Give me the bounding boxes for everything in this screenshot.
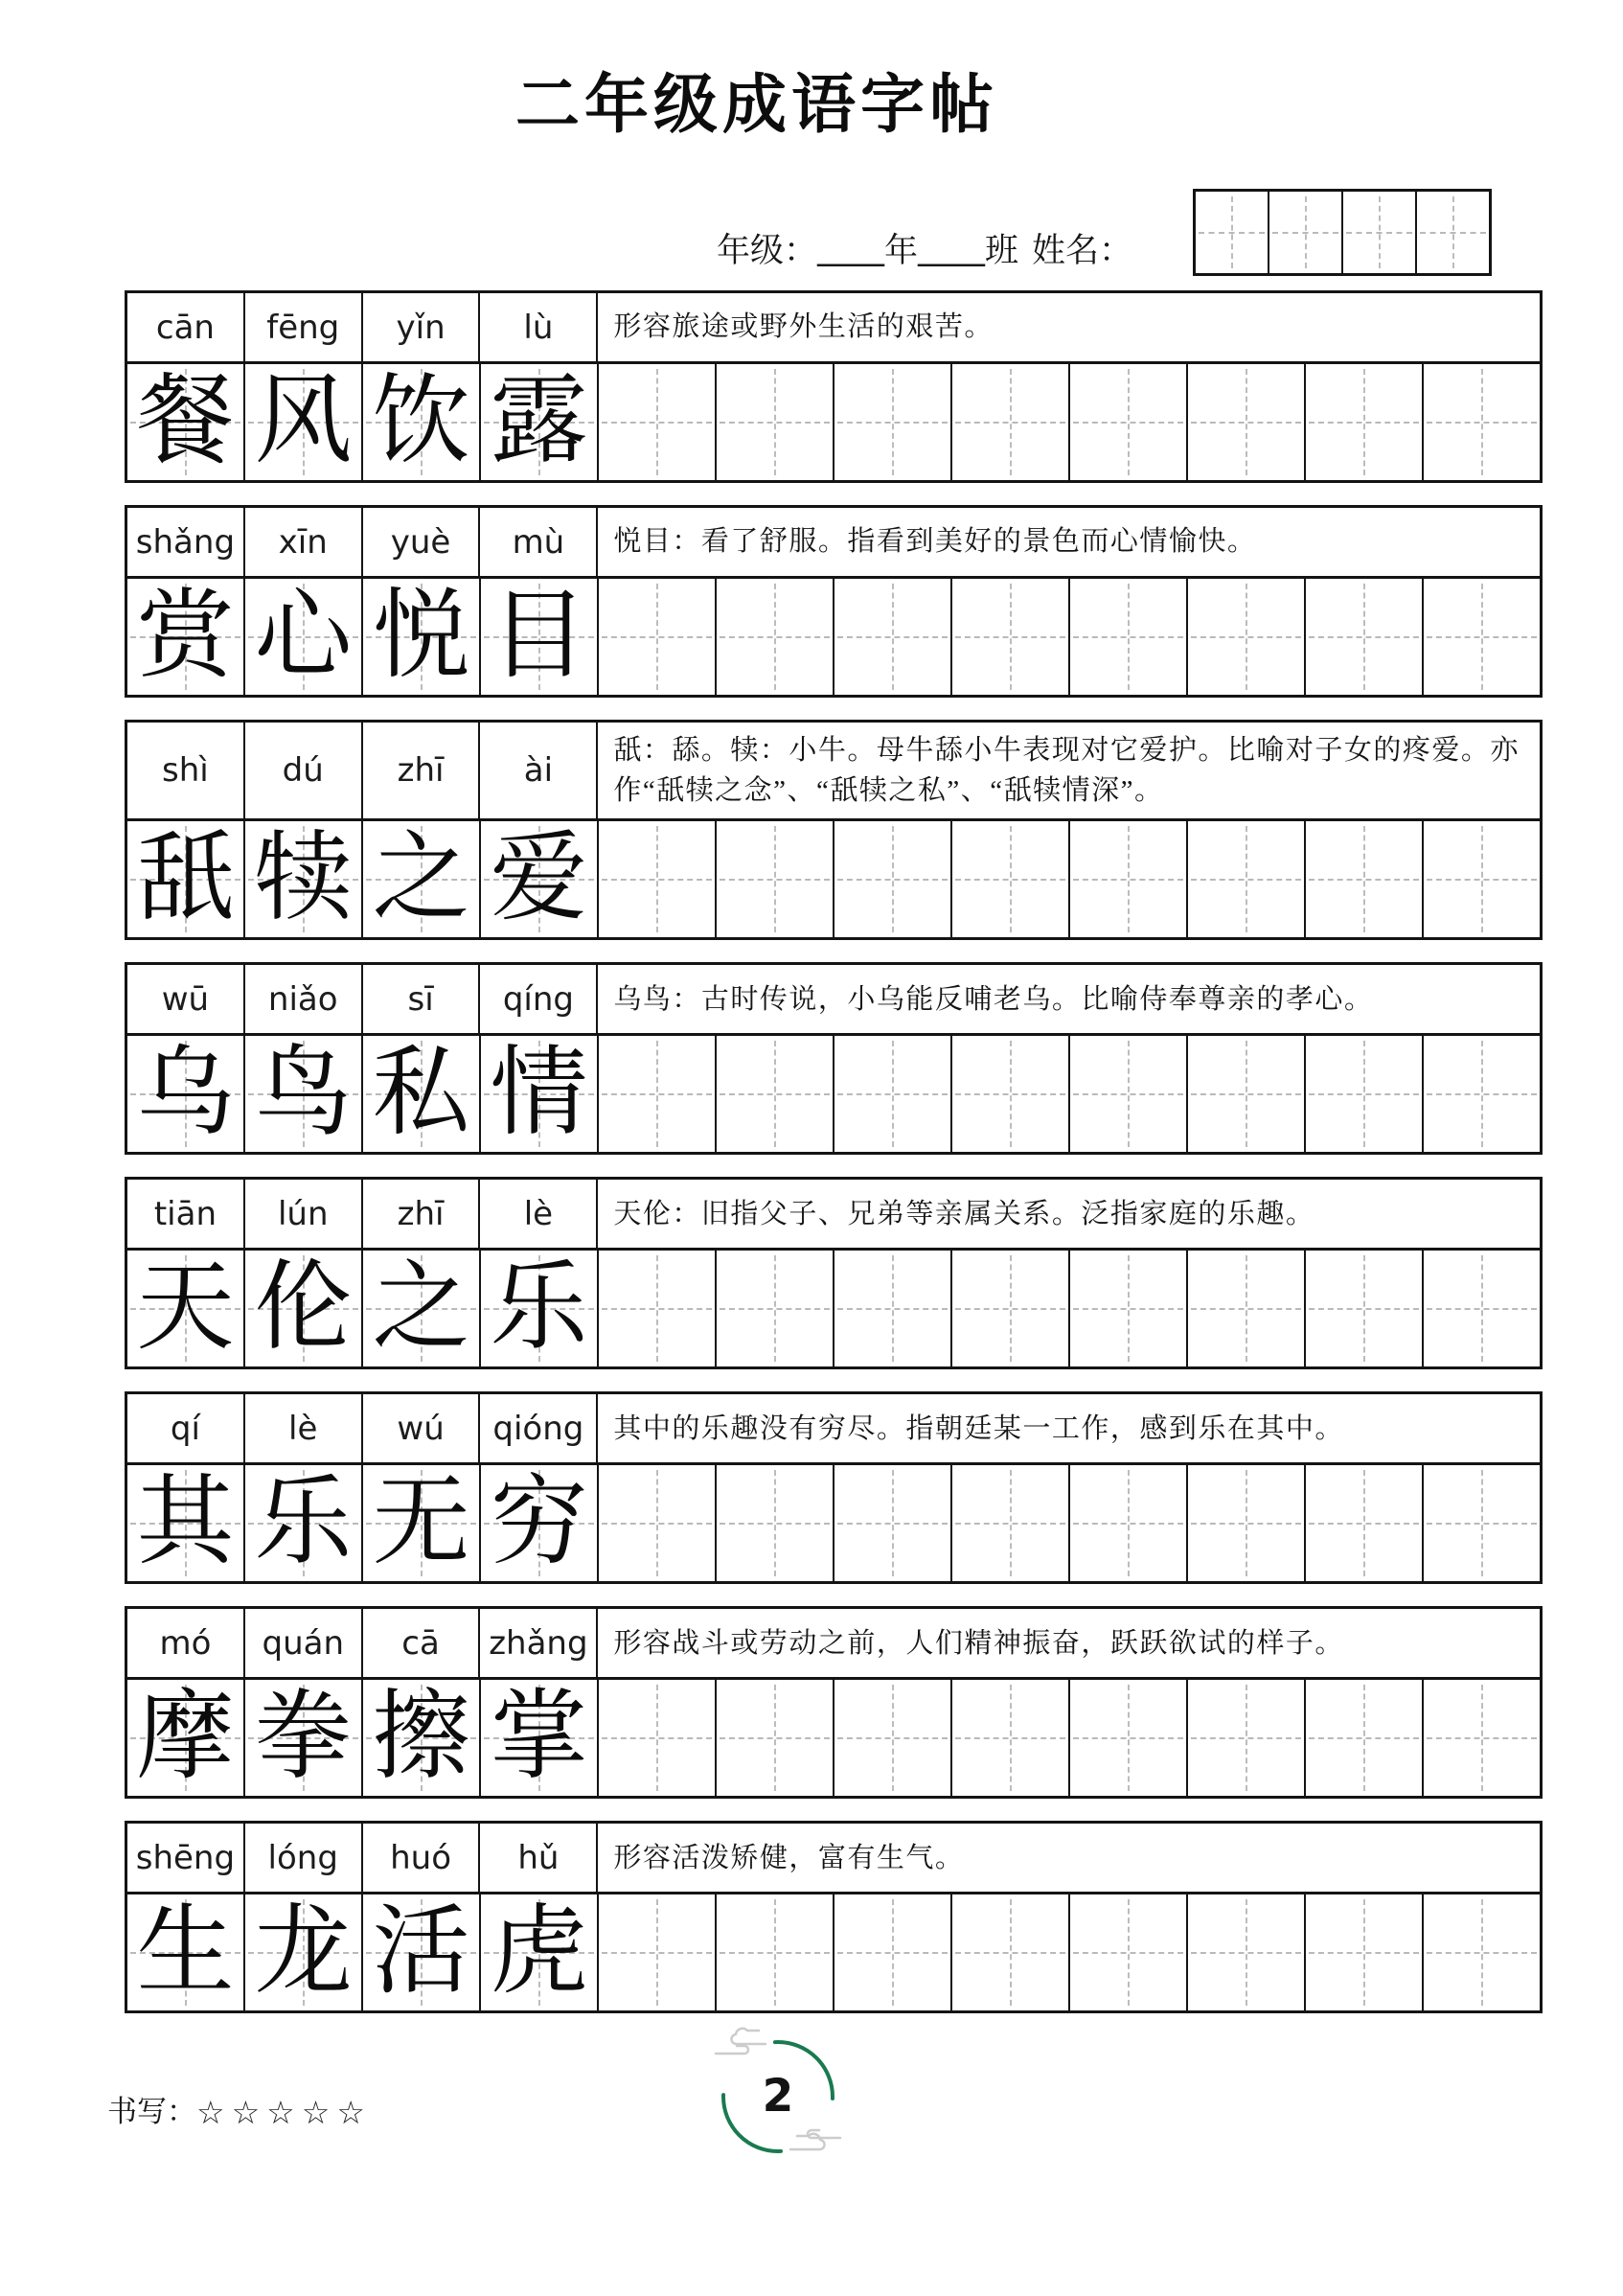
pinyin-cell <box>480 508 598 576</box>
grade-label: 年级： <box>717 232 818 269</box>
character-glyph: 赏 <box>136 582 235 691</box>
pinyin-row <box>127 293 1540 364</box>
character-cell <box>245 1036 363 1152</box>
definition-text: 舐：舔。犊：小牛。母牛舔小牛表现对它爱护。比喻对子女的疼爱。亦作“舐犊之念”、“舐犊之私”、“舐犊情深”。 <box>613 735 1520 807</box>
pinyin-cell <box>363 723 481 818</box>
character-row <box>127 364 1540 480</box>
practice-cell <box>1424 364 1540 480</box>
definition-text: 形容活泼矫健，富有生气。 <box>613 1842 965 1873</box>
pinyin-text: qí <box>170 1409 200 1448</box>
character-cell <box>481 579 599 695</box>
practice-cell <box>599 1680 717 1796</box>
pinyin-row <box>127 965 1540 1036</box>
pinyin-text: lún <box>277 1194 329 1233</box>
pinyin-text: mó <box>159 1623 212 1663</box>
character-glyph: 无 <box>372 1468 470 1577</box>
character-glyph: 虎 <box>490 1897 588 2007</box>
definition-cell <box>598 1824 1540 1892</box>
pinyin-cell <box>127 723 245 818</box>
pinyin-cell <box>127 508 245 576</box>
practice-cell <box>1306 364 1424 480</box>
practice-cell <box>952 1465 1070 1581</box>
practice-cell <box>1070 1680 1188 1796</box>
character-glyph: 之 <box>372 1253 470 1363</box>
practice-cell <box>717 1894 834 2010</box>
pinyin-text: yuè <box>390 522 451 562</box>
year-suffix-label: 年 <box>884 232 919 269</box>
character-cell <box>245 579 363 695</box>
pinyin-text: shǎng <box>135 522 236 562</box>
practice-cell <box>1424 821 1540 937</box>
practice-cell <box>1070 1465 1188 1581</box>
pinyin-text: hǔ <box>517 1838 560 1877</box>
definition-cell <box>598 293 1540 361</box>
character-cell <box>481 1465 599 1581</box>
page-title: 二年级成语字帖 <box>515 70 998 141</box>
pinyin-text: wú <box>397 1409 445 1448</box>
practice-cell <box>952 1251 1070 1366</box>
definition-text: 天伦：旧指父子、兄弟等亲属关系。泛指家庭的乐趣。 <box>613 1198 1315 1229</box>
pinyin-text: xīn <box>278 522 328 562</box>
idiom-blocks <box>125 290 1543 2035</box>
practice-cell <box>1070 364 1188 480</box>
practice-cell <box>1188 1036 1306 1152</box>
character-cell <box>127 1251 245 1366</box>
page-number: 2 <box>762 2070 794 2123</box>
character-glyph: 伦 <box>254 1253 353 1363</box>
practice-cell <box>952 821 1070 937</box>
idiom-block <box>125 1391 1543 1584</box>
practice-cell <box>1306 1251 1424 1366</box>
practice-cell <box>717 821 834 937</box>
pinyin-row <box>127 1394 1540 1465</box>
pinyin-text: lè <box>288 1409 318 1448</box>
pinyin-cell <box>127 1394 245 1462</box>
pinyin-text: mù <box>512 522 565 562</box>
character-row <box>127 1680 1540 1796</box>
cloud-icon-top-left <box>716 2029 766 2054</box>
character-glyph: 鸟 <box>254 1039 353 1148</box>
character-glyph: 饮 <box>372 367 470 476</box>
idiom-block <box>125 720 1543 940</box>
practice-cell <box>834 1680 952 1796</box>
pinyin-row <box>127 1824 1540 1894</box>
pinyin-text: lù <box>523 308 554 347</box>
practice-cell <box>1188 579 1306 695</box>
practice-cell <box>599 364 717 480</box>
idiom-block <box>125 962 1543 1155</box>
cloud-icon-bottom-right <box>790 2130 840 2149</box>
character-glyph: 露 <box>490 367 588 476</box>
pinyin-cell <box>127 1609 245 1677</box>
pinyin-text: wū <box>161 979 210 1019</box>
pinyin-cell <box>245 965 363 1033</box>
practice-cell <box>1188 1680 1306 1796</box>
character-glyph: 生 <box>136 1897 235 2007</box>
pinyin-cell <box>363 1394 481 1462</box>
practice-cell <box>1188 364 1306 480</box>
character-glyph: 其 <box>136 1468 235 1577</box>
character-glyph: 擦 <box>372 1683 470 1792</box>
character-cell <box>127 1680 245 1796</box>
practice-cell <box>952 1680 1070 1796</box>
pinyin-text: huó <box>390 1838 452 1877</box>
character-glyph: 风 <box>254 367 353 476</box>
character-row <box>127 1465 1540 1581</box>
character-glyph: 情 <box>490 1039 588 1148</box>
character-cell <box>245 1894 363 2010</box>
definition-cell <box>598 965 1540 1033</box>
pinyin-cell <box>480 1609 598 1677</box>
pinyin-cell <box>245 293 363 361</box>
character-glyph: 舐 <box>136 824 235 933</box>
practice-cell <box>834 821 952 937</box>
character-cell <box>127 1465 245 1581</box>
pinyin-cell <box>480 965 598 1033</box>
character-glyph: 掌 <box>490 1683 588 1792</box>
character-glyph: 爱 <box>490 824 588 933</box>
practice-cell <box>1188 1894 1306 2010</box>
definition-text: 悦目：看了舒服。指看到美好的景色而心情愉快。 <box>613 526 1257 558</box>
character-cell <box>127 821 245 937</box>
character-cell <box>481 821 599 937</box>
practice-cell <box>599 1036 717 1152</box>
practice-cell <box>1306 579 1424 695</box>
pinyin-cell <box>127 293 245 361</box>
pinyin-text: zhī <box>397 751 445 791</box>
practice-cell <box>952 1036 1070 1152</box>
character-row <box>127 1251 1540 1366</box>
pinyin-text: qíng <box>502 979 574 1019</box>
character-glyph: 活 <box>372 1897 470 2007</box>
practice-cell <box>717 1465 834 1581</box>
pinyin-text: fēng <box>266 308 340 347</box>
character-cell <box>363 364 481 480</box>
practice-cell <box>1188 1465 1306 1581</box>
pinyin-cell <box>363 1180 481 1248</box>
definition-text: 乌鸟：古时传说，小乌能反哺老乌。比喻侍奉尊亲的孝心。 <box>613 983 1374 1015</box>
pinyin-cell <box>480 723 598 818</box>
definition-text: 形容战斗或劳动之前，人们精神振奋，跃跃欲试的样子。 <box>613 1627 1344 1659</box>
pinyin-row <box>127 1180 1540 1251</box>
character-cell <box>363 1894 481 2010</box>
pinyin-text: tiān <box>153 1194 217 1233</box>
character-glyph: 之 <box>372 824 470 933</box>
character-cell <box>363 579 481 695</box>
character-cell <box>481 1251 599 1366</box>
practice-cell <box>1188 821 1306 937</box>
pinyin-row <box>127 508 1540 579</box>
practice-cell <box>1070 1894 1188 2010</box>
practice-cell <box>1306 821 1424 937</box>
practice-cell <box>1424 579 1540 695</box>
name-grid-cell <box>1343 192 1417 273</box>
character-glyph: 乐 <box>254 1468 353 1577</box>
star-rating: ☆☆☆☆☆ <box>196 2094 372 2131</box>
practice-cell <box>717 364 834 480</box>
character-cell <box>363 1680 481 1796</box>
character-cell <box>481 1680 599 1796</box>
practice-cell <box>1070 1036 1188 1152</box>
character-cell <box>127 579 245 695</box>
character-cell <box>127 364 245 480</box>
pinyin-cell <box>127 965 245 1033</box>
practice-cell <box>834 1251 952 1366</box>
character-glyph: 摩 <box>136 1683 235 1792</box>
name-label: 姓名： <box>1032 232 1133 269</box>
definition-cell <box>598 1609 1540 1677</box>
definition-cell <box>598 723 1540 818</box>
practice-cell <box>834 364 952 480</box>
character-glyph: 乌 <box>136 1039 235 1148</box>
practice-cell <box>1070 579 1188 695</box>
idiom-block <box>125 1177 1543 1369</box>
idiom-block <box>125 505 1543 698</box>
practice-cell <box>599 1465 717 1581</box>
pinyin-cell <box>363 1824 481 1892</box>
practice-cell <box>1070 1251 1188 1366</box>
pinyin-cell <box>363 508 481 576</box>
pinyin-text: ài <box>523 751 554 791</box>
pinyin-cell <box>245 1609 363 1677</box>
practice-cell <box>952 1894 1070 2010</box>
definition-text: 其中的乐趣没有穷尽。指朝廷某一工作，感到乐在其中。 <box>613 1412 1344 1444</box>
character-cell <box>245 821 363 937</box>
pinyin-text: lóng <box>267 1838 338 1877</box>
idiom-block <box>125 1821 1543 2013</box>
character-glyph: 餐 <box>136 367 235 476</box>
practice-cell <box>952 364 1070 480</box>
writing-rating <box>107 2087 372 2131</box>
pinyin-row <box>127 1609 1540 1680</box>
practice-cell <box>834 1465 952 1581</box>
pinyin-cell <box>363 965 481 1033</box>
character-cell <box>127 1036 245 1152</box>
character-cell <box>127 1894 245 2010</box>
definition-cell <box>598 1394 1540 1462</box>
practice-cell <box>834 1894 952 2010</box>
pinyin-cell <box>480 1180 598 1248</box>
character-glyph: 拳 <box>254 1683 353 1792</box>
pinyin-text: lè <box>523 1194 554 1233</box>
practice-cell <box>717 1680 834 1796</box>
practice-cell <box>1306 1465 1424 1581</box>
pinyin-text: sī <box>407 979 434 1019</box>
character-cell <box>481 1036 599 1152</box>
practice-cell <box>1188 1251 1306 1366</box>
grade-blank-class: ____ <box>918 232 986 269</box>
practice-cell <box>599 821 717 937</box>
pinyin-cell <box>245 1824 363 1892</box>
practice-cell <box>1070 821 1188 937</box>
practice-cell <box>1306 1680 1424 1796</box>
pinyin-cell <box>480 1824 598 1892</box>
character-glyph: 天 <box>136 1253 235 1363</box>
pinyin-text: shēng <box>135 1838 236 1877</box>
practice-cell <box>834 579 952 695</box>
practice-cell <box>599 1894 717 2010</box>
idiom-block <box>125 1606 1543 1799</box>
pinyin-cell <box>245 1180 363 1248</box>
pinyin-cell <box>245 508 363 576</box>
pinyin-cell <box>127 1824 245 1892</box>
character-glyph: 穷 <box>490 1468 588 1577</box>
definition-cell <box>598 508 1540 576</box>
pinyin-cell <box>245 1394 363 1462</box>
definition-cell <box>598 1180 1540 1248</box>
practice-cell <box>834 1036 952 1152</box>
practice-cell <box>599 579 717 695</box>
practice-cell <box>1424 1894 1540 2010</box>
practice-cell <box>1424 1036 1540 1152</box>
character-cell <box>363 1036 481 1152</box>
character-cell <box>245 364 363 480</box>
class-suffix-label: 班 <box>985 232 1019 269</box>
character-row <box>127 1036 1540 1152</box>
character-cell <box>363 1251 481 1366</box>
pinyin-cell <box>127 1180 245 1248</box>
pinyin-text: niǎo <box>267 979 338 1019</box>
practice-cell <box>1424 1251 1540 1366</box>
pinyin-text: zhī <box>397 1194 445 1233</box>
character-glyph: 龙 <box>254 1897 353 2007</box>
pinyin-text: cā <box>401 1623 440 1663</box>
character-cell <box>245 1680 363 1796</box>
character-row <box>127 579 1540 695</box>
grade-name-line <box>717 224 1132 272</box>
name-grid <box>1193 189 1492 276</box>
practice-cell <box>1424 1680 1540 1796</box>
character-cell <box>245 1465 363 1581</box>
pinyin-cell <box>480 293 598 361</box>
practice-cell <box>717 1251 834 1366</box>
character-cell <box>481 1894 599 2010</box>
name-grid-cell <box>1269 192 1343 273</box>
character-glyph: 悦 <box>372 582 470 691</box>
pinyin-text: quán <box>262 1623 344 1663</box>
character-glyph: 心 <box>254 582 353 691</box>
pinyin-text: dú <box>282 751 324 791</box>
pinyin-text: shì <box>162 751 209 791</box>
pinyin-cell <box>245 723 363 818</box>
practice-cell <box>1424 1465 1540 1581</box>
character-glyph: 乐 <box>490 1253 588 1363</box>
pinyin-cell <box>480 1394 598 1462</box>
character-row <box>127 1894 1540 2010</box>
pinyin-cell <box>363 293 481 361</box>
idiom-block <box>125 290 1543 483</box>
character-glyph: 私 <box>372 1039 470 1148</box>
pinyin-text: qióng <box>492 1409 584 1448</box>
character-cell <box>363 821 481 937</box>
practice-cell <box>1306 1894 1424 2010</box>
character-row <box>127 821 1540 937</box>
practice-cell <box>1306 1036 1424 1152</box>
practice-cell <box>717 1036 834 1152</box>
pinyin-text: cān <box>155 308 215 347</box>
practice-cell <box>952 579 1070 695</box>
definition-text: 形容旅途或野外生活的艰苦。 <box>613 311 994 343</box>
writing-label: 书写： <box>107 2095 196 2128</box>
pinyin-row <box>127 723 1540 821</box>
character-cell <box>245 1251 363 1366</box>
pinyin-text: zhǎng <box>489 1623 588 1663</box>
character-glyph: 目 <box>490 582 588 691</box>
grade-blank-year: ____ <box>817 232 885 269</box>
pinyin-cell <box>363 1609 481 1677</box>
character-cell <box>363 1465 481 1581</box>
name-grid-cell <box>1196 192 1269 273</box>
name-grid-cell <box>1417 192 1489 273</box>
practice-cell <box>717 579 834 695</box>
practice-cell <box>599 1251 717 1366</box>
character-glyph: 犊 <box>254 824 353 933</box>
character-cell <box>481 364 599 480</box>
pinyin-text: yǐn <box>396 308 446 347</box>
